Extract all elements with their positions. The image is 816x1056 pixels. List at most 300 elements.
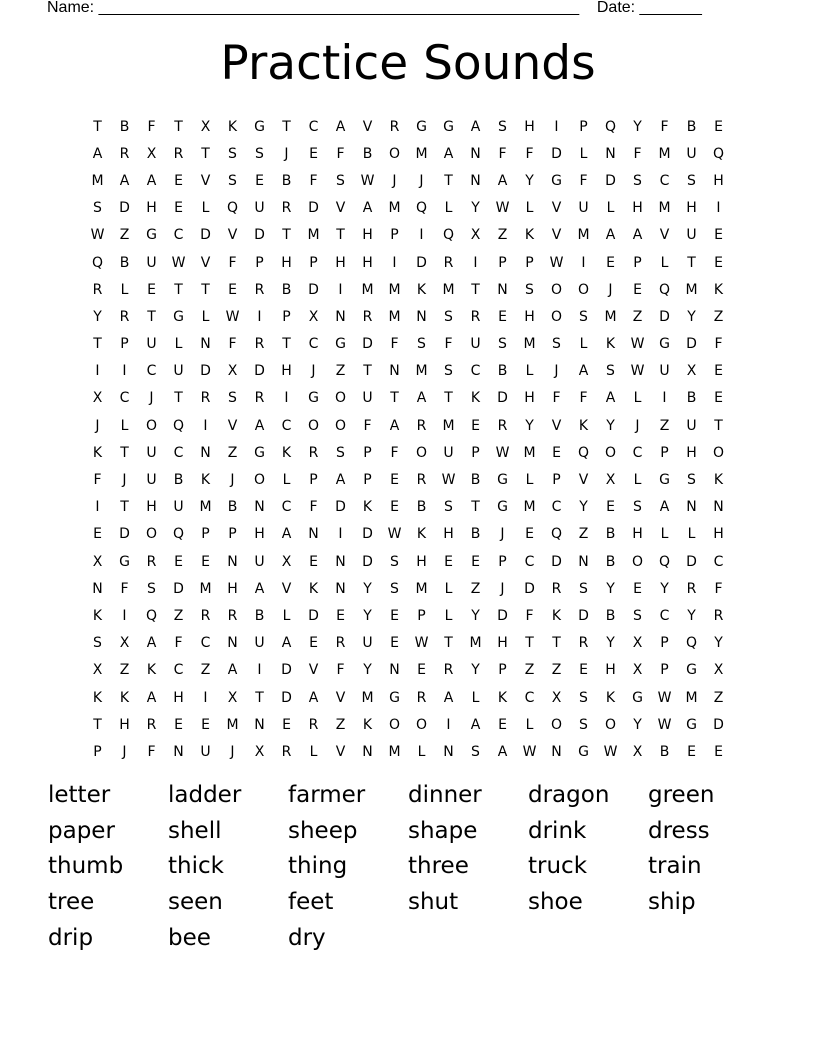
grid-letter: F [714, 336, 723, 353]
grid-letter: J [500, 526, 505, 543]
grid-letter: J [95, 417, 100, 434]
grid-letter: B [119, 254, 130, 271]
grid-letter: I [338, 281, 343, 298]
grid-letter: L [282, 472, 291, 489]
grid-letter: G [443, 118, 454, 135]
grid-letter: E [282, 716, 291, 733]
grid-letter: P [552, 472, 561, 489]
grid-letter: B [686, 118, 697, 135]
grid-letter: G [497, 472, 508, 489]
grid-letter: E [309, 553, 318, 570]
grid-letter: D [605, 172, 616, 189]
grid-letter: X [92, 662, 103, 679]
grid-letter: S [228, 145, 237, 162]
grid-letter: K [200, 472, 211, 489]
grid-letter: I [392, 254, 397, 271]
word-list-item: paper [48, 817, 115, 844]
grid-letter: M [361, 689, 374, 706]
grid-letter: L [579, 145, 588, 162]
grid-letter: M [523, 336, 536, 353]
grid-letter: E [714, 227, 723, 244]
grid-letter: E [255, 172, 264, 189]
grid-letter: Z [470, 580, 481, 597]
grid-letter: T [120, 444, 129, 461]
grid-letter: C [551, 499, 562, 516]
grid-letter: R [146, 716, 157, 733]
grid-letter: N [335, 580, 346, 597]
grid-letter: M [415, 363, 428, 380]
grid-letter: M [226, 716, 239, 733]
grid-letter: H [254, 526, 265, 543]
grid-letter: W [630, 336, 645, 353]
grid-letter: C [632, 444, 643, 461]
grid-letter: P [255, 254, 264, 271]
grid-letter: F [633, 145, 642, 162]
grid-letter: E [147, 281, 156, 298]
grid-letter: J [284, 145, 289, 162]
grid-letter: D [281, 662, 292, 679]
grid-letter: O [388, 145, 401, 162]
grid-letter: K [470, 390, 481, 407]
grid-letter: M [388, 308, 401, 325]
grid-letter: K [605, 689, 616, 706]
grid-letter: C [524, 553, 535, 570]
grid-letter: F [336, 662, 345, 679]
word-list-item: seen [168, 889, 223, 916]
grid-letter: G [173, 308, 184, 325]
grid-letter: O [631, 553, 644, 570]
grid-letter: I [203, 689, 208, 706]
grid-letter: X [146, 145, 157, 162]
grid-letter: W [225, 308, 240, 325]
grid-letter: R [173, 145, 184, 162]
grid-letter: U [146, 336, 157, 353]
grid-letter: R [254, 281, 265, 298]
grid-letter: X [254, 743, 265, 760]
grid-letter: C [200, 635, 211, 652]
grid-letter: F [228, 336, 237, 353]
grid-letter: S [147, 580, 156, 597]
grid-letter: P [498, 662, 507, 679]
grid-letter: E [633, 281, 642, 298]
grid-letter: T [93, 716, 102, 733]
grid-letter: Q [577, 444, 590, 461]
grid-letter: S [633, 607, 642, 624]
grid-letter: D [362, 553, 373, 570]
grid-letter: U [146, 254, 157, 271]
grid-letter: U [659, 363, 670, 380]
word-list-item: shape [408, 817, 478, 844]
grid-letter: C [470, 363, 481, 380]
grid-letter: A [119, 172, 130, 189]
grid-letter: I [95, 363, 100, 380]
grid-letter: Y [363, 607, 372, 624]
grid-letter: V [659, 227, 670, 244]
grid-letter: F [390, 444, 399, 461]
grid-letter: L [282, 607, 291, 624]
grid-letter: T [282, 227, 291, 244]
grid-letter: M [442, 281, 455, 298]
grid-letter: I [473, 254, 478, 271]
grid-letter: X [713, 662, 724, 679]
grid-letter: W [657, 716, 672, 733]
grid-letter: S [471, 743, 480, 760]
grid-letter: U [146, 444, 157, 461]
grid-letter: H [632, 526, 643, 543]
grid-letter: M [523, 444, 536, 461]
grid-letter: Y [471, 200, 480, 217]
grid-letter: N [443, 743, 454, 760]
grid-letter: R [227, 607, 238, 624]
grid-letter: H [713, 526, 724, 543]
grid-letter: V [335, 743, 346, 760]
grid-letter: C [713, 553, 724, 570]
grid-letter: P [282, 308, 291, 325]
word-list-item: sheep [288, 817, 358, 844]
grid-letter: B [470, 526, 481, 543]
grid-letter: L [525, 200, 534, 217]
grid-letter: J [311, 363, 316, 380]
grid-letter: V [200, 172, 211, 189]
grid-letter: D [200, 227, 211, 244]
grid-letter: S [633, 499, 642, 516]
grid-letter: T [201, 145, 210, 162]
grid-letter: I [257, 308, 262, 325]
grid-letter: Y [606, 580, 615, 597]
grid-letter: M [469, 635, 482, 652]
grid-letter: L [120, 417, 129, 434]
grid-letter: Q [145, 607, 158, 624]
grid-letter: A [470, 118, 481, 135]
grid-letter: T [201, 281, 210, 298]
grid-letter: C [173, 227, 184, 244]
grid-letter: D [551, 145, 562, 162]
grid-letter: V [227, 227, 238, 244]
grid-letter: U [200, 743, 211, 760]
grid-letter: F [336, 145, 345, 162]
grid-letter: M [361, 281, 374, 298]
grid-letter: U [362, 635, 373, 652]
grid-letter: T [255, 689, 264, 706]
grid-letter: N [713, 499, 724, 516]
grid-letter: N [470, 172, 481, 189]
grid-letter: U [686, 417, 697, 434]
grid-letter: E [201, 716, 210, 733]
grid-letter: E [174, 172, 183, 189]
grid-letter: A [227, 662, 238, 679]
grid-letter: Q [172, 417, 185, 434]
grid-letter: I [122, 363, 127, 380]
grid-letter: W [657, 689, 672, 706]
grid-letter: A [605, 390, 616, 407]
grid-letter: G [416, 118, 427, 135]
grid-letter: U [146, 472, 157, 489]
grid-letter: D [686, 553, 697, 570]
grid-letter: Z [227, 444, 238, 461]
word-list-item: ship [648, 889, 696, 916]
word-list-item: thing [288, 853, 348, 880]
grid-letter: H [119, 716, 130, 733]
grid-letter: I [257, 662, 262, 679]
grid-letter: R [254, 390, 265, 407]
grid-letter: N [254, 716, 265, 733]
grid-letter: K [146, 662, 157, 679]
grid-letter: G [686, 662, 697, 679]
grid-letter: U [362, 390, 373, 407]
grid-letter: D [497, 390, 508, 407]
grid-letter: F [363, 417, 372, 434]
grid-letter: Y [606, 635, 615, 652]
grid-letter: M [604, 308, 617, 325]
grid-letter: A [497, 172, 508, 189]
grid-letter: Y [471, 607, 480, 624]
grid-letter: A [470, 716, 481, 733]
grid-letter: T [336, 227, 345, 244]
grid-letter: R [362, 308, 373, 325]
grid-letter: I [122, 607, 127, 624]
grid-letter: A [659, 499, 670, 516]
grid-letter: P [363, 444, 372, 461]
grid-letter: P [93, 743, 102, 760]
grid-letter: A [146, 172, 157, 189]
grid-letter: X [200, 118, 211, 135]
grid-letter: J [230, 743, 235, 760]
grid-letter: U [173, 363, 184, 380]
grid-letter: S [390, 580, 399, 597]
grid-letter: G [254, 118, 265, 135]
grid-letter: J [554, 363, 559, 380]
grid-letter: M [307, 227, 320, 244]
grid-letter: X [632, 743, 643, 760]
grid-letter: K [92, 607, 103, 624]
grid-letter: I [338, 526, 343, 543]
grid-letter: D [254, 227, 265, 244]
grid-letter: P [201, 526, 210, 543]
grid-letter: S [255, 145, 264, 162]
word-list-item: drink [528, 817, 587, 844]
grid-letter: T [687, 254, 696, 271]
grid-letter: D [578, 607, 589, 624]
grid-letter: M [577, 227, 590, 244]
grid-letter: V [335, 200, 346, 217]
grid-letter: E [714, 390, 723, 407]
grid-letter: R [470, 308, 481, 325]
grid-letter: R [686, 580, 697, 597]
grid-letter: E [390, 472, 399, 489]
grid-letter: B [227, 499, 238, 516]
grid-letter: K [497, 689, 508, 706]
grid-letter: H [335, 254, 346, 271]
grid-letter: R [254, 336, 265, 353]
grid-letter: W [522, 743, 537, 760]
grid-letter: O [604, 716, 617, 733]
grid-letter: L [201, 200, 210, 217]
grid-letter: O [307, 417, 320, 434]
grid-letter: K [578, 417, 589, 434]
grid-letter: X [632, 635, 643, 652]
grid-letter: T [282, 118, 291, 135]
grid-letter: D [686, 336, 697, 353]
grid-letter: B [254, 607, 265, 624]
grid-letter: I [554, 118, 559, 135]
grid-letter: L [687, 526, 696, 543]
grid-letter: E [579, 662, 588, 679]
grid-letter: S [687, 472, 696, 489]
grid-letter: U [470, 336, 481, 353]
word-list-item: ladder [168, 782, 242, 808]
grid-letter: W [360, 172, 375, 189]
grid-letter: C [659, 172, 670, 189]
grid-letter: E [174, 200, 183, 217]
grid-letter: K [605, 336, 616, 353]
grid-letter: K [308, 580, 319, 597]
grid-letter: K [416, 281, 427, 298]
grid-letter: N [173, 743, 184, 760]
grid-letter: P [309, 254, 318, 271]
grid-letter: J [392, 172, 397, 189]
grid-letter: N [470, 145, 481, 162]
grid-letter: Z [632, 308, 643, 325]
word-list-item: bee [168, 924, 211, 951]
grid-letter: E [390, 499, 399, 516]
grid-letter: Y [687, 607, 696, 624]
grid-letter: E [471, 417, 480, 434]
grid-letter: H [713, 172, 724, 189]
grid-letter: R [389, 118, 400, 135]
grid-letter: A [443, 145, 454, 162]
grid-letter: Y [687, 308, 696, 325]
grid-letter: Q [685, 635, 698, 652]
grid-letter: X [551, 689, 562, 706]
grid-letter: E [417, 662, 426, 679]
grid-letter: V [551, 227, 562, 244]
grid-letter: B [362, 145, 373, 162]
grid-letter: X [308, 308, 319, 325]
grid-letter: Z [497, 227, 508, 244]
grid-letter: S [336, 172, 345, 189]
grid-letter: L [444, 607, 453, 624]
grid-letter: W [441, 472, 456, 489]
grid-letter: S [444, 363, 453, 380]
grid-letter: E [93, 526, 102, 543]
grid-letter: R [308, 444, 319, 461]
grid-letter: F [552, 390, 561, 407]
grid-letter: Y [363, 580, 372, 597]
grid-letter: A [308, 689, 319, 706]
grid-letter: A [497, 743, 508, 760]
word-list-item: dress [648, 817, 710, 844]
grid-letter: R [308, 716, 319, 733]
word-list-item: dry [288, 924, 326, 951]
grid-letter: Z [578, 526, 589, 543]
grid-letter: H [362, 254, 373, 271]
grid-letter: G [659, 336, 670, 353]
grid-letter: U [686, 227, 697, 244]
grid-letter: F [579, 390, 588, 407]
grid-letter: E [714, 254, 723, 271]
grid-letter: K [92, 689, 103, 706]
grid-letter: V [335, 689, 346, 706]
grid-letter: Z [713, 689, 724, 706]
grid-letter: T [390, 390, 399, 407]
grid-letter: N [389, 662, 400, 679]
grid-letter: S [687, 172, 696, 189]
grid-letter: Q [226, 200, 239, 217]
grid-letter: T [282, 336, 291, 353]
grid-letter: N [335, 553, 346, 570]
grid-letter: C [659, 607, 670, 624]
grid-letter: N [254, 499, 265, 516]
grid-letter: O [550, 281, 563, 298]
word-list-item: truck [528, 853, 588, 880]
grid-letter: T [120, 499, 129, 516]
grid-letter: A [362, 200, 373, 217]
grid-letter: A [605, 227, 616, 244]
grid-letter: S [525, 281, 534, 298]
grid-letter: D [308, 281, 319, 298]
grid-letter: J [122, 743, 127, 760]
grid-letter: J [149, 390, 154, 407]
grid-letter: X [92, 390, 103, 407]
grid-letter: C [173, 662, 184, 679]
grid-letter: O [550, 716, 563, 733]
grid-letter: R [416, 472, 427, 489]
grid-letter: R [443, 662, 454, 679]
grid-letter: E [471, 553, 480, 570]
grid-letter: R [713, 607, 724, 624]
word-list-item: three [408, 853, 469, 880]
grid-letter: H [443, 526, 454, 543]
grid-letter: C [281, 417, 292, 434]
grid-letter: M [199, 580, 212, 597]
grid-letter: R [497, 417, 508, 434]
grid-letter: V [362, 118, 373, 135]
grid-letter: P [498, 553, 507, 570]
grid-letter: E [309, 145, 318, 162]
grid-letter: Y [633, 118, 642, 135]
grid-letter: K [281, 444, 292, 461]
grid-letter: D [173, 580, 184, 597]
grid-letter: G [335, 336, 346, 353]
grid-letter: F [147, 743, 156, 760]
grid-letter: E [606, 499, 615, 516]
grid-letter: S [93, 200, 102, 217]
grid-letter: Q [172, 526, 185, 543]
grid-letter: V [551, 200, 562, 217]
grid-letter: Z [200, 662, 211, 679]
grid-letter: K [362, 499, 373, 516]
grid-letter: F [309, 172, 318, 189]
grid-letter: T [552, 635, 561, 652]
grid-letter: Q [550, 526, 563, 543]
grid-letter: T [174, 390, 183, 407]
grid-letter: J [122, 472, 127, 489]
grid-letter: H [146, 200, 157, 217]
grid-letter: D [416, 254, 427, 271]
grid-letter: B [605, 607, 616, 624]
grid-letter: K [119, 689, 130, 706]
grid-letter: O [604, 444, 617, 461]
grid-letter: P [579, 118, 588, 135]
word-list-item: dinner [408, 782, 482, 808]
word-list-item: green [648, 782, 715, 808]
grid-letter: E [714, 743, 723, 760]
grid-letter: H [281, 363, 292, 380]
grid-letter: B [119, 118, 130, 135]
grid-letter: A [578, 363, 589, 380]
grid-letter: Q [604, 118, 617, 135]
grid-letter: M [388, 281, 401, 298]
